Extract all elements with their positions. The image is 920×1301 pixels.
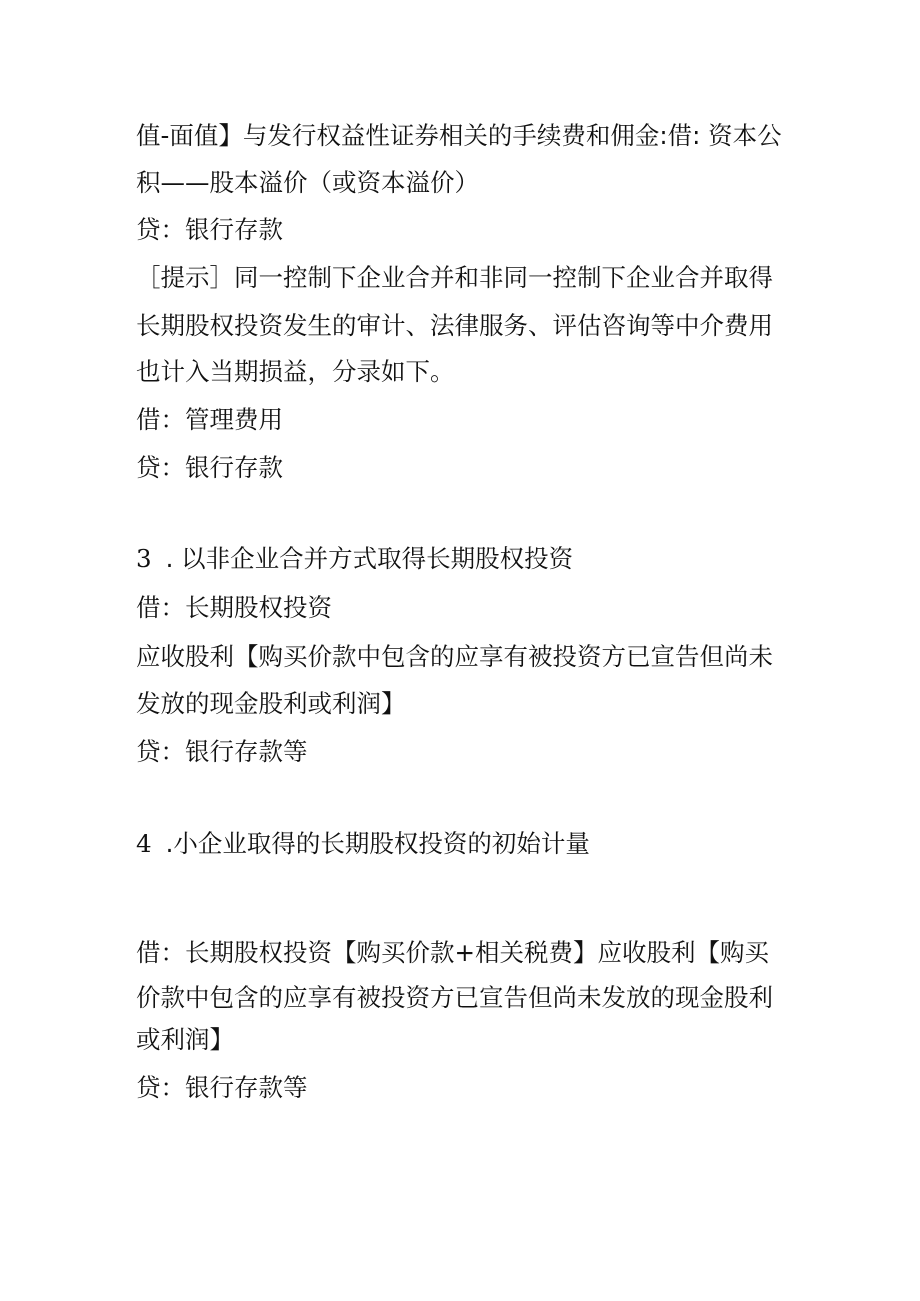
text-line: 贷：银行存款等 (136, 1073, 308, 1102)
section-heading (136, 829, 796, 859)
text-line: 价款中包含的应享有被投资方已宣告但尚未发放的现金股利 (136, 983, 773, 1012)
text-line: 应收股利【购买价款中包含的应享有被投资方已宣告但尚未 (136, 642, 773, 671)
text-line: 或利润】 (136, 1025, 234, 1054)
text-line: 借：长期股权投资 (136, 593, 332, 622)
heading-number: 4 (136, 829, 152, 858)
heading-text: . 以非企业合并方式取得长期股权投资 (165, 544, 574, 573)
text-line: 贷：银行存款 (136, 215, 283, 244)
heading-number: 3 (136, 544, 152, 573)
text-line: ［提示］同一控制下企业合并和非同一控制下企业合并取得 (136, 263, 773, 292)
text-line: 贷：银行存款 (136, 453, 283, 482)
text-line: 也计入当期损益，分录如下。 (136, 357, 455, 386)
heading-text: .小企业取得的长期股权投资的初始计量 (165, 829, 590, 858)
text-line: 长期股权投资发生的审计、法律服务、评估咨询等中介费用 (136, 311, 773, 340)
text-line: 贷：银行存款等 (136, 737, 308, 766)
text-line: 发放的现金股利或利润】 (136, 689, 406, 718)
text-line: 借：管理费用 (136, 405, 283, 434)
text-line: 值-面值】与发行权益性证券相关的手续费和佣金:借: 资本公 (136, 121, 782, 150)
text-line: 积——股本溢价（或资本溢价） (136, 168, 479, 197)
section-heading (136, 544, 796, 574)
text-line: 借：长期股权投资【购买价款+相关税费】应收股利【购买 (136, 938, 770, 967)
